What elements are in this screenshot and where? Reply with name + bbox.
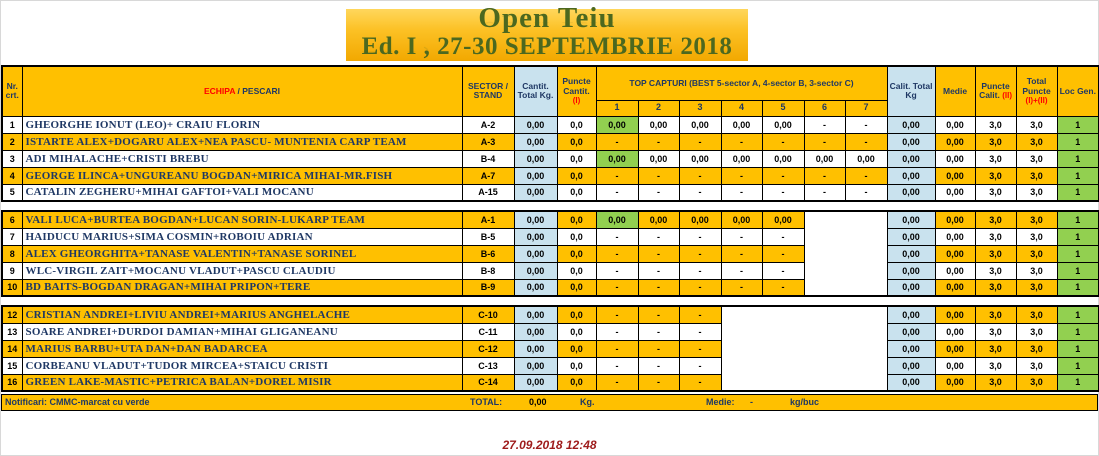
cell-row-number[interactable]: 6 xyxy=(2,211,22,228)
col-header-puncte-cantit xyxy=(557,66,596,116)
cell-capture-2[interactable]: - xyxy=(638,357,679,374)
cell-sector-stand[interactable]: B-6 xyxy=(462,245,514,262)
results-table-block-2 xyxy=(1,210,1099,297)
cell-puncte-calit[interactable]: 3,0 xyxy=(975,279,1016,296)
cell-capture-1[interactable]: 0,00 xyxy=(596,211,638,228)
block-separator xyxy=(1,202,1098,210)
cell-cantit-total-kg[interactable]: 0,00 xyxy=(514,323,557,340)
cell-total-puncte[interactable]: 3,0 xyxy=(1016,167,1057,184)
cell-cantit-total-kg[interactable]: 0,00 xyxy=(514,279,557,296)
cell-capture-3[interactable]: - xyxy=(679,167,721,184)
cell-medie[interactable]: 0,00 xyxy=(935,279,975,296)
cell-puncte-calit[interactable]: 3,0 xyxy=(975,340,1016,357)
cell-capture-5[interactable]: 0,00 xyxy=(762,150,804,167)
cell-capture-2[interactable]: - xyxy=(638,262,679,279)
cell-team-name[interactable]: BD BAITS-BOGDAN DRAGAN+MIHAI PRIPON+TERE xyxy=(22,279,462,296)
cell-puncte-cantit[interactable]: 0,0 xyxy=(557,228,596,245)
cell-puncte-calit[interactable]: 3,0 xyxy=(975,306,1016,323)
cell-cantit-total-kg[interactable]: 0,00 xyxy=(514,150,557,167)
table-row-12 xyxy=(2,306,1099,323)
cell-cantit-total-kg[interactable]: 0,00 xyxy=(514,357,557,374)
title-line2: Ed. I , 27-30 SEPTEMBRIE 2018 xyxy=(361,33,733,60)
cell-team-name[interactable]: WLC-VIRGIL ZAIT+MOCANU VLADUT+PASCU CLAUDIU xyxy=(22,262,462,279)
cell-loc-general[interactable]: 1 xyxy=(1057,323,1099,340)
cell-total-puncte[interactable]: 3,0 xyxy=(1016,340,1057,357)
cell-loc-general[interactable]: 1 xyxy=(1057,340,1099,357)
cell-capture-2[interactable]: - xyxy=(638,374,679,391)
merged-empty-region xyxy=(804,211,887,296)
col-header-sector: SECTOR / STAND xyxy=(462,66,514,116)
cell-row-number[interactable]: 4 xyxy=(2,167,22,184)
cell-team-name[interactable]: GHEORGHE IONUT (LEO)+ CRAIU FLORIN xyxy=(22,116,462,133)
cell-capture-5[interactable]: - xyxy=(762,167,804,184)
title-banner xyxy=(1,1,1098,65)
cell-capture-2[interactable]: - xyxy=(638,245,679,262)
cell-capture-4[interactable]: 0,00 xyxy=(721,116,762,133)
cell-capture-5[interactable]: - xyxy=(762,262,804,279)
cell-team-name[interactable]: GEORGE ILINCA+UNGUREANU BOGDAN+MIRICA MIHAI-MR.FISH xyxy=(22,167,462,184)
cell-calit-total-kg[interactable]: 0,00 xyxy=(887,306,935,323)
cell-capture-7[interactable]: - xyxy=(845,167,887,184)
medie-label: Medie: xyxy=(706,397,735,407)
cell-calit-total-kg[interactable]: 0,00 xyxy=(887,150,935,167)
table-row-9 xyxy=(2,262,1099,279)
col-header-nr: Nr. crt. xyxy=(2,66,22,116)
col-header-loc-gen: Loc Gen. xyxy=(1057,66,1099,116)
cell-puncte-calit[interactable]: 3,0 xyxy=(975,133,1016,150)
table-row-14 xyxy=(2,340,1099,357)
cell-capture-2[interactable]: - xyxy=(638,279,679,296)
cell-loc-general[interactable]: 1 xyxy=(1057,184,1099,201)
cell-capture-4[interactable]: - xyxy=(721,262,762,279)
cell-calit-total-kg[interactable]: 0,00 xyxy=(887,340,935,357)
table-row-7 xyxy=(2,228,1099,245)
cell-team-name[interactable]: ADI MIHALACHE+CRISTI BREBU xyxy=(22,150,462,167)
notificari-note: Notificari: CMMC-marcat cu verde xyxy=(5,397,150,407)
cell-puncte-calit[interactable]: 3,0 xyxy=(975,211,1016,228)
cell-capture-1[interactable]: 0,00 xyxy=(596,150,638,167)
cell-capture-2[interactable]: 0,00 xyxy=(638,211,679,228)
cell-calit-total-kg[interactable]: 0,00 xyxy=(887,279,935,296)
cell-total-puncte[interactable]: 3,0 xyxy=(1016,228,1057,245)
cell-sector-stand[interactable]: B-5 xyxy=(462,228,514,245)
cell-total-puncte[interactable]: 3,0 xyxy=(1016,262,1057,279)
cell-capture-6[interactable]: - xyxy=(804,184,845,201)
cell-capture-3[interactable]: - xyxy=(679,184,721,201)
cell-team-name[interactable]: SOARE ANDREI+DURDOI DAMIAN+MIHAI GLIGANEANU xyxy=(22,323,462,340)
print-timestamp: 27.09.2018 12:48 xyxy=(502,438,597,452)
cell-cantit-total-kg[interactable]: 0,00 xyxy=(514,133,557,150)
cell-capture-1[interactable]: - xyxy=(596,374,638,391)
cell-team-name[interactable]: ALEX GHEORGHITA+TANASE VALENTIN+TANASE SORINEL xyxy=(22,245,462,262)
puncte-cantit-sup: (I) xyxy=(572,96,581,105)
cell-capture-4[interactable]: - xyxy=(721,184,762,201)
cell-medie[interactable]: 0,00 xyxy=(935,323,975,340)
cell-capture-5[interactable]: - xyxy=(762,279,804,296)
cell-medie[interactable]: 0,00 xyxy=(935,374,975,391)
cell-medie[interactable]: 0,00 xyxy=(935,184,975,201)
cell-capture-3[interactable]: - xyxy=(679,279,721,296)
cell-sector-stand[interactable]: A-7 xyxy=(462,167,514,184)
table-row-13 xyxy=(2,323,1099,340)
cell-sector-stand[interactable]: C-10 xyxy=(462,306,514,323)
cell-capture-5[interactable]: 0,00 xyxy=(762,116,804,133)
kg-per-piece-label: kg/buc xyxy=(790,397,820,407)
cell-puncte-cantit[interactable]: 0,0 xyxy=(557,211,596,228)
cell-medie[interactable]: 0,00 xyxy=(935,211,975,228)
cell-sector-stand[interactable]: B-8 xyxy=(462,262,514,279)
cell-total-puncte[interactable]: 3,0 xyxy=(1016,323,1057,340)
cell-capture-6[interactable]: - xyxy=(804,133,845,150)
cell-puncte-calit[interactable]: 3,0 xyxy=(975,262,1016,279)
cell-row-number[interactable]: 12 xyxy=(2,306,22,323)
cell-capture-2[interactable]: - xyxy=(638,306,679,323)
total-label: TOTAL: xyxy=(470,397,503,407)
cell-puncte-cantit[interactable]: 0,0 xyxy=(557,245,596,262)
cell-puncte-calit[interactable]: 3,0 xyxy=(975,357,1016,374)
cell-capture-2[interactable]: - xyxy=(638,184,679,201)
cell-capture-1[interactable]: - xyxy=(596,245,638,262)
cell-cantit-total-kg[interactable]: 0,00 xyxy=(514,167,557,184)
cell-sector-stand[interactable]: C-13 xyxy=(462,357,514,374)
cell-capture-1[interactable]: 0,00 xyxy=(596,116,638,133)
cell-calit-total-kg[interactable]: 0,00 xyxy=(887,262,935,279)
cell-medie[interactable]: 0,00 xyxy=(935,133,975,150)
cell-total-puncte[interactable]: 3,0 xyxy=(1016,279,1057,296)
cell-puncte-cantit[interactable]: 0,0 xyxy=(557,357,596,374)
table-row-5 xyxy=(2,184,1099,201)
cell-cantit-total-kg[interactable]: 0,00 xyxy=(514,340,557,357)
capture-col-3: 3 xyxy=(679,100,721,116)
cell-capture-3[interactable]: - xyxy=(679,228,721,245)
cell-capture-4[interactable]: - xyxy=(721,245,762,262)
cell-capture-3[interactable]: 0,00 xyxy=(679,150,721,167)
cell-team-name[interactable]: ISTARTE ALEX+DOGARU ALEX+NEA PASCU- MUNTENIA CARP TEAM xyxy=(22,133,462,150)
cell-puncte-calit[interactable]: 3,0 xyxy=(975,228,1016,245)
cell-puncte-cantit[interactable]: 0,0 xyxy=(557,323,596,340)
cell-puncte-cantit[interactable]: 0,0 xyxy=(557,262,596,279)
cell-puncte-cantit[interactable]: 0,0 xyxy=(557,116,596,133)
cell-capture-4[interactable]: 0,00 xyxy=(721,211,762,228)
cell-sector-stand[interactable]: A-2 xyxy=(462,116,514,133)
cell-row-number[interactable]: 1 xyxy=(2,116,22,133)
cell-puncte-cantit[interactable]: 0,0 xyxy=(557,279,596,296)
cell-cantit-total-kg[interactable]: 0,00 xyxy=(514,116,557,133)
cell-row-number[interactable]: 16 xyxy=(2,374,22,391)
cell-cantit-total-kg[interactable]: 0,00 xyxy=(514,211,557,228)
cell-team-name[interactable]: GREEN LAKE-MASTIC+PETRICA BALAN+DOREL MISIR xyxy=(22,374,462,391)
cell-capture-3[interactable]: - xyxy=(679,245,721,262)
cell-calit-total-kg[interactable]: 0,00 xyxy=(887,167,935,184)
cell-capture-1[interactable]: - xyxy=(596,323,638,340)
cell-capture-3[interactable]: 0,00 xyxy=(679,116,721,133)
col-header-echipa xyxy=(22,66,462,116)
cell-capture-2[interactable]: - xyxy=(638,167,679,184)
puncte-cantit-label: Puncte Cantit. xyxy=(562,76,591,96)
cell-capture-5[interactable]: - xyxy=(762,133,804,150)
cell-total-puncte[interactable]: 3,0 xyxy=(1016,211,1057,228)
cell-capture-1[interactable]: - xyxy=(596,133,638,150)
cell-row-number[interactable]: 14 xyxy=(2,340,22,357)
cell-team-name[interactable]: MARIUS BARBU+UTA DAN+DAN BADARCEA xyxy=(22,340,462,357)
cell-calit-total-kg[interactable]: 0,00 xyxy=(887,323,935,340)
cell-puncte-calit[interactable]: 3,0 xyxy=(975,184,1016,201)
cell-loc-general[interactable]: 1 xyxy=(1057,262,1099,279)
cell-medie[interactable]: 0,00 xyxy=(935,306,975,323)
table-row-16 xyxy=(2,374,1099,391)
cell-loc-general[interactable]: 1 xyxy=(1057,116,1099,133)
cell-calit-total-kg[interactable]: 0,00 xyxy=(887,116,935,133)
cell-puncte-cantit[interactable]: 0,0 xyxy=(557,184,596,201)
cell-total-puncte[interactable]: 3,0 xyxy=(1016,357,1057,374)
cell-capture-1[interactable]: - xyxy=(596,306,638,323)
cell-capture-4[interactable]: - xyxy=(721,133,762,150)
cell-capture-2[interactable]: - xyxy=(638,228,679,245)
cell-capture-3[interactable]: - xyxy=(679,374,721,391)
table-row-15 xyxy=(2,357,1099,374)
cell-sector-stand[interactable]: A-1 xyxy=(462,211,514,228)
cell-total-puncte[interactable]: 3,0 xyxy=(1016,150,1057,167)
cell-capture-2[interactable]: - xyxy=(638,340,679,357)
cell-row-number[interactable]: 2 xyxy=(2,133,22,150)
cell-total-puncte[interactable]: 3,0 xyxy=(1016,374,1057,391)
capture-col-4: 4 xyxy=(721,100,762,116)
cell-sector-stand[interactable]: A-15 xyxy=(462,184,514,201)
cell-capture-1[interactable]: - xyxy=(596,228,638,245)
cell-loc-general[interactable]: 1 xyxy=(1057,167,1099,184)
capture-col-1: 1 xyxy=(596,100,638,116)
cell-capture-7[interactable]: - xyxy=(845,133,887,150)
cell-sector-stand[interactable]: C-12 xyxy=(462,340,514,357)
echipa-label-red: ECHIPA xyxy=(203,85,236,96)
cell-row-number[interactable]: 8 xyxy=(2,245,22,262)
cell-cantit-total-kg[interactable]: 0,00 xyxy=(514,228,557,245)
cell-loc-general[interactable]: 1 xyxy=(1057,306,1099,323)
puncte-calit-sup: (II) xyxy=(1002,91,1012,101)
echipa-label-rest: / PESCARI xyxy=(235,85,281,96)
sector-block-3 xyxy=(2,306,1099,391)
cell-sector-stand[interactable]: C-11 xyxy=(462,323,514,340)
cell-team-name[interactable]: HAIDUCU MARIUS+SIMA COSMIN+ROBOIU ADRIAN xyxy=(22,228,462,245)
kg-unit-label: Kg. xyxy=(580,397,595,407)
cell-capture-2[interactable]: - xyxy=(638,323,679,340)
cell-capture-3[interactable]: - xyxy=(679,262,721,279)
cell-puncte-cantit[interactable]: 0,0 xyxy=(557,340,596,357)
cell-capture-1[interactable]: - xyxy=(596,262,638,279)
cell-capture-5[interactable]: - xyxy=(762,245,804,262)
cell-medie[interactable]: 0,00 xyxy=(935,262,975,279)
cell-puncte-cantit[interactable]: 0,0 xyxy=(557,306,596,323)
cell-loc-general[interactable]: 1 xyxy=(1057,150,1099,167)
cell-capture-4[interactable]: 0,00 xyxy=(721,150,762,167)
cell-medie[interactable]: 0,00 xyxy=(935,245,975,262)
page-title xyxy=(346,3,748,60)
cell-row-number[interactable]: 15 xyxy=(2,357,22,374)
cell-medie[interactable]: 0,00 xyxy=(935,357,975,374)
cell-capture-6[interactable]: - xyxy=(804,116,845,133)
merged-empty-region xyxy=(721,306,887,391)
block-separator xyxy=(1,297,1098,305)
cell-capture-6[interactable]: - xyxy=(804,167,845,184)
cell-puncte-cantit[interactable]: 0,0 xyxy=(557,133,596,150)
table-row-1 xyxy=(2,116,1099,133)
cell-capture-3[interactable]: - xyxy=(679,133,721,150)
cell-capture-1[interactable]: - xyxy=(596,357,638,374)
cell-calit-total-kg[interactable]: 0,00 xyxy=(887,133,935,150)
cell-capture-4[interactable]: - xyxy=(721,228,762,245)
cell-cantit-total-kg[interactable]: 0,00 xyxy=(514,184,557,201)
sector-block-1 xyxy=(2,116,1099,201)
cell-team-name[interactable]: CORBEANU VLADUT+TUDOR MIRCEA+STAICU CRISTI xyxy=(22,357,462,374)
cell-capture-1[interactable]: - xyxy=(596,340,638,357)
medie-value: - xyxy=(750,397,753,407)
cell-row-number[interactable]: 3 xyxy=(2,150,22,167)
cell-capture-4[interactable]: - xyxy=(721,279,762,296)
cell-capture-3[interactable]: - xyxy=(679,357,721,374)
cell-total-puncte[interactable]: 3,0 xyxy=(1016,133,1057,150)
cell-medie[interactable]: 0,00 xyxy=(935,340,975,357)
cell-puncte-cantit[interactable]: 0,0 xyxy=(557,374,596,391)
cell-capture-3[interactable]: - xyxy=(679,323,721,340)
results-table-block-3 xyxy=(1,305,1099,392)
cell-calit-total-kg[interactable]: 0,00 xyxy=(887,184,935,201)
cell-medie[interactable]: 0,00 xyxy=(935,116,975,133)
cell-calit-total-kg[interactable]: 0,00 xyxy=(887,374,935,391)
cell-row-number[interactable]: 5 xyxy=(2,184,22,201)
cell-loc-general[interactable]: 1 xyxy=(1057,245,1099,262)
table-row-4 xyxy=(2,167,1099,184)
col-header-cantit: Cantit. Total Kg. xyxy=(514,66,557,116)
title-line1: Open Teiu xyxy=(478,2,616,34)
cell-puncte-cantit[interactable]: 0,0 xyxy=(557,150,596,167)
cell-sector-stand[interactable]: A-3 xyxy=(462,133,514,150)
table-row-3 xyxy=(2,150,1099,167)
cell-capture-3[interactable]: - xyxy=(679,340,721,357)
puncte-calit-label: Puncte Calit. xyxy=(979,80,1010,101)
cell-capture-7[interactable]: - xyxy=(845,184,887,201)
cell-row-number[interactable]: 9 xyxy=(2,262,22,279)
cell-sector-stand[interactable]: C-14 xyxy=(462,374,514,391)
cell-capture-1[interactable]: - xyxy=(596,184,638,201)
col-header-calit: Calit. Total Kg xyxy=(887,66,935,116)
cell-puncte-calit[interactable]: 3,0 xyxy=(975,116,1016,133)
col-header-top-capturi: TOP CAPTURI (BEST 5-sector A, 4-sector B, 3-sector C) xyxy=(596,66,887,100)
cell-capture-7[interactable]: - xyxy=(845,116,887,133)
cell-capture-6[interactable]: 0,00 xyxy=(804,150,845,167)
results-table-header-block xyxy=(1,65,1099,202)
total-value: 0,00 xyxy=(529,397,547,407)
total-puncte-sup: (I)+(II) xyxy=(1025,96,1048,105)
cell-team-name[interactable]: CATALIN ZEGHERU+MIHAI GAFTOI+VALI MOCANU xyxy=(22,184,462,201)
cell-capture-4[interactable]: - xyxy=(721,167,762,184)
cell-capture-1[interactable]: - xyxy=(596,167,638,184)
cell-loc-general[interactable]: 1 xyxy=(1057,279,1099,296)
col-header-total-puncte xyxy=(1016,66,1057,116)
cell-total-puncte[interactable]: 3,0 xyxy=(1016,116,1057,133)
cell-puncte-calit[interactable]: 3,0 xyxy=(975,245,1016,262)
cell-puncte-calit[interactable]: 3,0 xyxy=(975,323,1016,340)
cell-total-puncte[interactable]: 3,0 xyxy=(1016,245,1057,262)
cell-row-number[interactable]: 13 xyxy=(2,323,22,340)
cell-cantit-total-kg[interactable]: 0,00 xyxy=(514,306,557,323)
col-header-puncte-calit xyxy=(975,66,1016,116)
table-row-10 xyxy=(2,279,1099,296)
cell-capture-7[interactable]: 0,00 xyxy=(845,150,887,167)
table-row-2 xyxy=(2,133,1099,150)
cell-calit-total-kg[interactable]: 0,00 xyxy=(887,211,935,228)
cell-capture-3[interactable]: - xyxy=(679,306,721,323)
cell-loc-general[interactable]: 1 xyxy=(1057,228,1099,245)
cell-capture-2[interactable]: 0,00 xyxy=(638,150,679,167)
cell-cantit-total-kg[interactable]: 0,00 xyxy=(514,245,557,262)
cell-puncte-calit[interactable]: 3,0 xyxy=(975,167,1016,184)
cell-cantit-total-kg[interactable]: 0,00 xyxy=(514,374,557,391)
cell-team-name[interactable]: VALI LUCA+BURTEA BOGDAN+LUCAN SORIN-LUKARP TEAM xyxy=(22,211,462,228)
cell-loc-general[interactable]: 1 xyxy=(1057,133,1099,150)
cell-cantit-total-kg[interactable]: 0,00 xyxy=(514,262,557,279)
cell-sector-stand[interactable]: B-4 xyxy=(462,150,514,167)
capture-col-6: 6 xyxy=(804,100,845,116)
cell-loc-general[interactable]: 1 xyxy=(1057,211,1099,228)
sector-block-2 xyxy=(2,211,1099,296)
cell-puncte-calit[interactable]: 3,0 xyxy=(975,374,1016,391)
cell-capture-5[interactable]: 0,00 xyxy=(762,211,804,228)
cell-capture-5[interactable]: - xyxy=(762,184,804,201)
cell-calit-total-kg[interactable]: 0,00 xyxy=(887,245,935,262)
totals-row xyxy=(1,394,1098,411)
cell-calit-total-kg[interactable]: 0,00 xyxy=(887,228,935,245)
cell-capture-2[interactable]: 0,00 xyxy=(638,116,679,133)
table-row-6 xyxy=(2,211,1099,228)
cell-puncte-calit[interactable]: 3,0 xyxy=(975,150,1016,167)
cell-sector-stand[interactable]: B-9 xyxy=(462,279,514,296)
capture-col-7: 7 xyxy=(845,100,887,116)
cell-medie[interactable]: 0,00 xyxy=(935,150,975,167)
col-header-medie: Medie xyxy=(935,66,975,116)
cell-loc-general[interactable]: 1 xyxy=(1057,374,1099,391)
cell-calit-total-kg[interactable]: 0,00 xyxy=(887,357,935,374)
cell-loc-general[interactable]: 1 xyxy=(1057,357,1099,374)
cell-medie[interactable]: 0,00 xyxy=(935,228,975,245)
cell-medie[interactable]: 0,00 xyxy=(935,167,975,184)
cell-row-number[interactable]: 10 xyxy=(2,279,22,296)
cell-total-puncte[interactable]: 3,0 xyxy=(1016,306,1057,323)
total-puncte-label: Total Puncte xyxy=(1022,76,1051,96)
cell-total-puncte[interactable]: 3,0 xyxy=(1016,184,1057,201)
cell-team-name[interactable]: CRISTIAN ANDREI+LIVIU ANDREI+MARIUS ANGHELACHE xyxy=(22,306,462,323)
cell-capture-1[interactable]: - xyxy=(596,279,638,296)
cell-puncte-cantit[interactable]: 0,0 xyxy=(557,167,596,184)
table-row-8 xyxy=(2,245,1099,262)
cell-capture-2[interactable]: - xyxy=(638,133,679,150)
cell-capture-5[interactable]: - xyxy=(762,228,804,245)
cell-capture-3[interactable]: 0,00 xyxy=(679,211,721,228)
capture-col-5: 5 xyxy=(762,100,804,116)
capture-col-2: 2 xyxy=(638,100,679,116)
cell-row-number[interactable]: 7 xyxy=(2,228,22,245)
